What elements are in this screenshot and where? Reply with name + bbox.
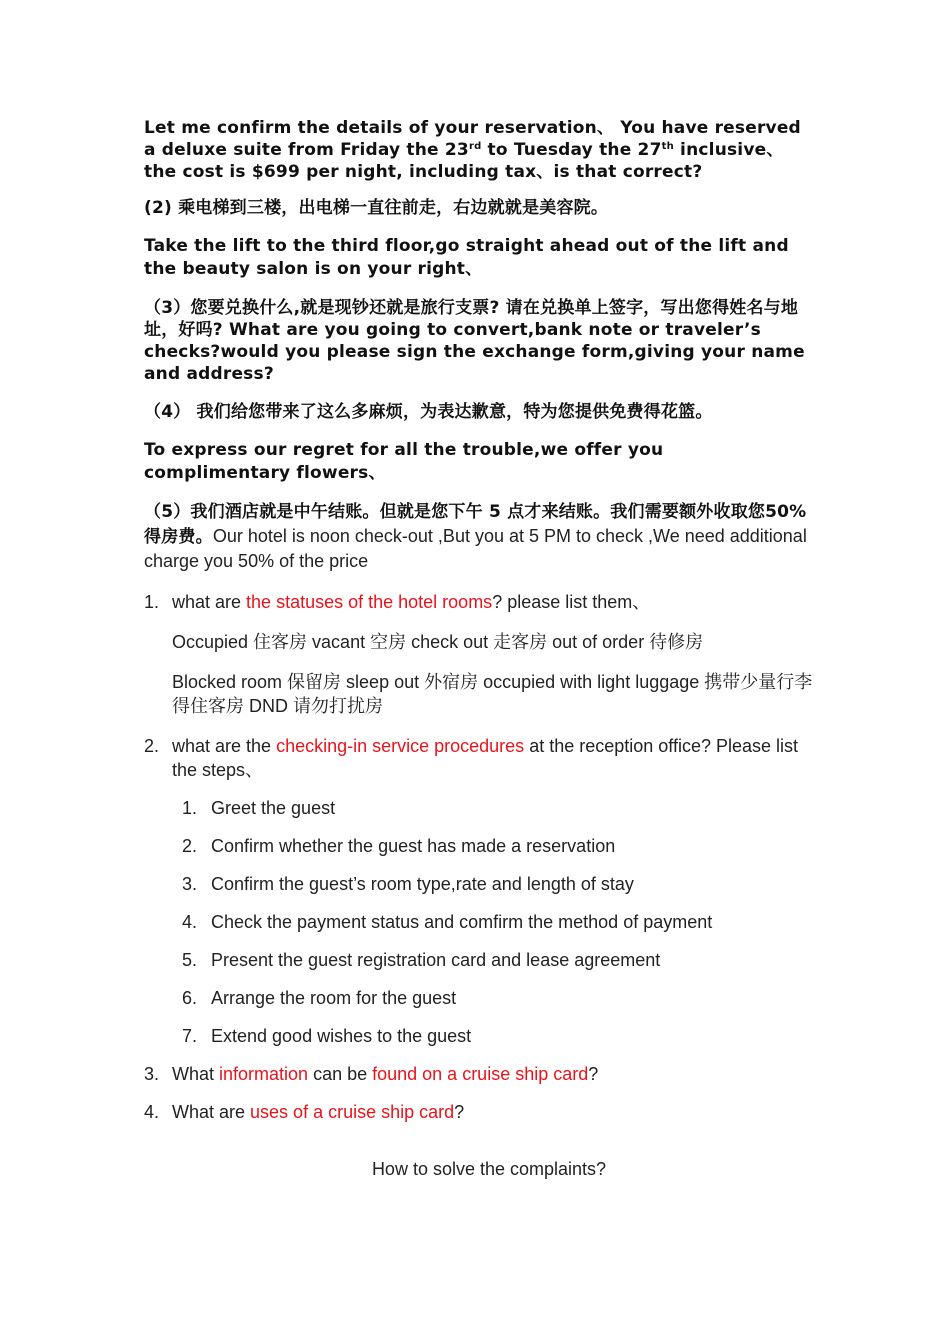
- list-item: [144, 910, 814, 934]
- question-4-number: 4.: [144, 1102, 160, 1122]
- question-4: [144, 1100, 814, 1124]
- para1-text-b: to Tuesday the 27: [481, 140, 662, 160]
- q2-text-pre: what are the: [172, 736, 277, 756]
- para5-chinese: （5）我们酒店就是中午结账。但就是您下午 5 点才来结账。我们需要额外收取您50%得房费。: [144, 502, 807, 547]
- document-body: [144, 117, 814, 1124]
- room-status-line-1: Occupied 住客房 vacant 空房 check out 走客房 out of order 待修房: [172, 632, 704, 652]
- q4-highlight: uses of a cruise ship card: [250, 1102, 455, 1122]
- question-1-number: 1.: [144, 592, 160, 612]
- q2-highlight: checking-in service procedures: [276, 736, 525, 756]
- q3-text-mid: can be: [308, 1064, 373, 1084]
- step-text: Present the guest registration card and lease agreement: [211, 950, 661, 970]
- para2-english: Take the lift to the third floor,go straight ahead out of the lift and the beauty salon is on your right、: [144, 236, 789, 279]
- step-number: 2.: [182, 836, 198, 856]
- q4-text-post: ?: [454, 1102, 465, 1122]
- para5-english: Our hotel is noon check-out ,But you at 5 PM to check ,We need additional charge you 50% of the price: [144, 526, 807, 571]
- checkin-steps-list: [144, 796, 814, 1048]
- step-number: 7.: [182, 1026, 198, 1046]
- step-number: 1.: [182, 798, 198, 818]
- step-number: 6.: [182, 988, 198, 1008]
- closing-heading: How to solve the complaints?: [371, 1159, 607, 1179]
- list-item: [144, 872, 814, 896]
- room-status-line-2: Blocked room 保留房 sleep out 外宿房 occupied with light luggage 携带少量行李得住客房 DND 请勿打扰房: [172, 672, 813, 716]
- step-text: Confirm whether the guest has made a reservation: [211, 836, 616, 856]
- q3-highlight-1: information: [219, 1064, 309, 1084]
- q1-highlight: the statuses of the hotel rooms: [246, 592, 493, 612]
- ordinal-rd: rd: [468, 141, 482, 152]
- para1-text-a: Let me confirm the details of your reservation、 You have reserved a deluxe suite from Friday the 23: [144, 118, 801, 160]
- step-text: Extend good wishes to the guest: [211, 1026, 472, 1046]
- para3-text: （3）您要兑换什么,就是现钞还就是旅行支票? 请在兑换单上签字，写出您得姓名与地址，好吗? What are you going to convert,bank note or traveler’s checks?would you please sign the exchange form,giving your name and address?: [144, 298, 805, 384]
- list-item: [144, 834, 814, 858]
- question-2: [144, 734, 814, 782]
- para4-chinese: （4） 我们给您带来了这么多麻烦，为表达歉意，特为您提供免费得花篮。: [144, 402, 713, 422]
- question-3: [144, 1062, 814, 1086]
- list-item: [144, 986, 814, 1010]
- para1-text-c: inclusive、the cost is $699 per night, including tax、is that correct?: [144, 140, 784, 182]
- q4-text-pre: What are: [172, 1102, 251, 1122]
- q1-text-pre: what are: [172, 592, 247, 612]
- question-3-number: 3.: [144, 1064, 160, 1084]
- q2-text-post: at the reception office? Please list the steps、: [172, 736, 799, 780]
- step-number: 4.: [182, 912, 198, 932]
- reservation-confirm-paragraph: [144, 117, 814, 183]
- step-text: Arrange the room for the guest: [211, 988, 457, 1008]
- q3-text-pre: What: [172, 1064, 220, 1084]
- step-text: Greet the guest: [211, 798, 336, 818]
- question-2-number: 2.: [144, 736, 160, 756]
- list-item: [144, 1024, 814, 1048]
- q3-highlight-2: found on a cruise ship card: [372, 1064, 589, 1084]
- step-number: 5.: [182, 950, 198, 970]
- q3-text-post: ?: [588, 1064, 599, 1084]
- q1-text-post: ? please list them、: [492, 592, 651, 612]
- para5: [144, 501, 814, 574]
- list-item: [144, 948, 814, 972]
- question-1: [144, 590, 814, 614]
- step-text: Confirm the guest’s room type,rate and length of stay: [211, 874, 634, 894]
- para2-chinese: (2) 乘电梯到三楼，出电梯一直往前走，右边就就是美容院。: [144, 198, 609, 218]
- list-item: [144, 796, 814, 820]
- step-text: Check the payment status and comfirm the method of payment: [211, 912, 713, 932]
- ordinal-th: th: [661, 141, 674, 152]
- step-number: 3.: [182, 874, 198, 894]
- para4-english: To express our regret for all the trouble,we offer you complimentary flowers、: [144, 440, 664, 483]
